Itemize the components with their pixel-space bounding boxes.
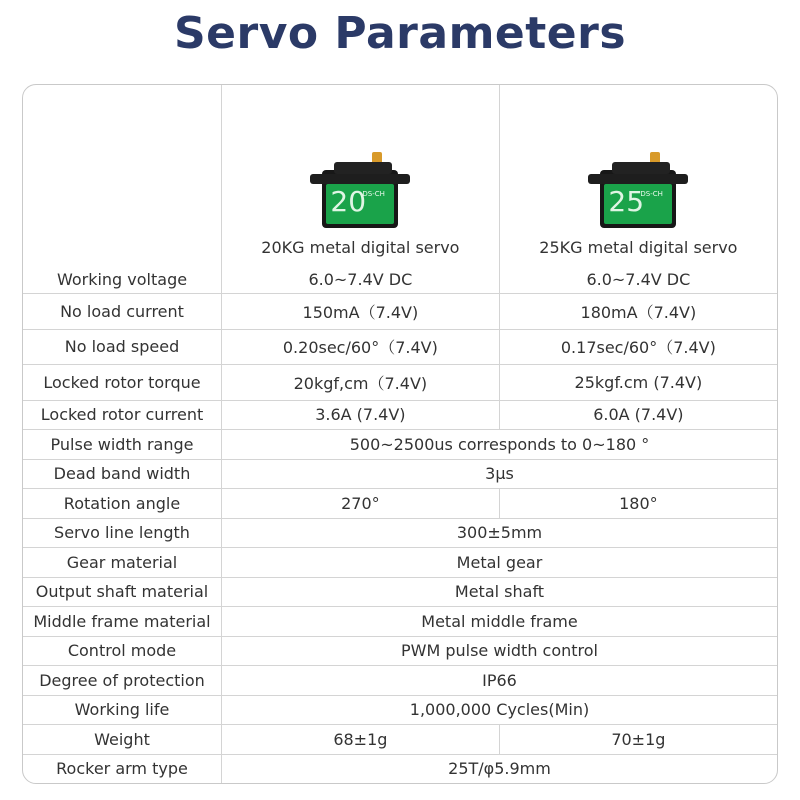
- header-empty-cell: [23, 85, 222, 265]
- row-label: Servo line length: [23, 518, 222, 548]
- row-label: Weight: [23, 725, 222, 755]
- row-label: Dead band width: [23, 459, 222, 489]
- servo-badge: 20: [330, 185, 367, 219]
- product-cell-25kg: [499, 85, 777, 265]
- table-row: [23, 459, 777, 489]
- row-label: Locked rotor torque: [23, 365, 222, 400]
- table-row: [23, 365, 777, 400]
- row-value-shared: 25T/φ5.9mm: [222, 754, 778, 783]
- table-row: [23, 489, 777, 519]
- row-value-25kg: 6.0A (7.4V): [499, 400, 777, 430]
- servo-25kg-image: [588, 152, 688, 232]
- row-value-20kg: 68±1g: [222, 725, 500, 755]
- table-row: [23, 607, 777, 637]
- row-value-shared: IP66: [222, 666, 778, 696]
- row-value-20kg: 0.20sec/60°（7.4V): [222, 329, 500, 364]
- table-row: [23, 695, 777, 725]
- table-row: [23, 666, 777, 696]
- table-row: [23, 725, 777, 755]
- row-label: Rotation angle: [23, 489, 222, 519]
- table-row: [23, 754, 777, 783]
- row-value-shared: 1,000,000 Cycles(Min): [222, 695, 778, 725]
- row-value-20kg: 270°: [222, 489, 500, 519]
- table-row: [23, 636, 777, 666]
- row-label: Working life: [23, 695, 222, 725]
- servo-code: DS-CH: [640, 190, 663, 199]
- row-value-shared: 300±5mm: [222, 518, 778, 548]
- product-name: 20KG metal digital servo: [261, 238, 460, 258]
- row-value-shared: 3μs: [222, 459, 778, 489]
- row-value-25kg: 6.0~7.4V DC: [499, 265, 777, 294]
- row-value-25kg: 70±1g: [499, 725, 777, 755]
- parameters-table: [22, 84, 778, 784]
- table-row: [23, 265, 777, 294]
- row-value-shared: Metal shaft: [222, 577, 778, 607]
- row-label: Degree of protection: [23, 666, 222, 696]
- row-value-20kg: 3.6A (7.4V): [222, 400, 500, 430]
- row-label: No load current: [23, 294, 222, 329]
- row-value-25kg: 180°: [499, 489, 777, 519]
- row-label: Working voltage: [23, 265, 222, 294]
- table-row: [23, 577, 777, 607]
- row-value-shared: Metal middle frame: [222, 607, 778, 637]
- table-row: [23, 329, 777, 364]
- row-value-20kg: 150mA（7.4V): [222, 294, 500, 329]
- row-value-25kg: 0.17sec/60°（7.4V): [499, 329, 777, 364]
- servo-badge: 25: [608, 185, 645, 219]
- servo-20kg-image: [310, 152, 410, 232]
- product-cell-20kg: [222, 85, 500, 265]
- page-title: Servo Parameters: [173, 8, 627, 59]
- row-value-shared: PWM pulse width control: [222, 636, 778, 666]
- table-row: [23, 400, 777, 430]
- row-value-shared: 500~2500us corresponds to 0~180 °: [222, 430, 778, 460]
- row-label: Middle frame material: [23, 607, 222, 637]
- row-label: Pulse width range: [23, 430, 222, 460]
- servo-code: DS-CH: [362, 190, 385, 199]
- row-value-20kg: 20kgf,cm（7.4V): [222, 365, 500, 400]
- table-row: [23, 294, 777, 329]
- row-label: No load speed: [23, 329, 222, 364]
- row-value-25kg: 25kgf.cm (7.4V): [499, 365, 777, 400]
- row-label: Rocker arm type: [23, 754, 222, 783]
- table-row: [23, 430, 777, 460]
- table-header-row: [23, 85, 777, 265]
- row-label: Output shaft material: [23, 577, 222, 607]
- row-value-25kg: 180mA（7.4V): [499, 294, 777, 329]
- row-label: Control mode: [23, 636, 222, 666]
- product-name: 25KG metal digital servo: [539, 238, 738, 258]
- row-value-20kg: 6.0~7.4V DC: [222, 265, 500, 294]
- row-label: Gear material: [23, 548, 222, 578]
- row-value-shared: Metal gear: [222, 548, 778, 578]
- row-label: Locked rotor current: [23, 400, 222, 430]
- table-row: [23, 518, 777, 548]
- table-row: [23, 548, 777, 578]
